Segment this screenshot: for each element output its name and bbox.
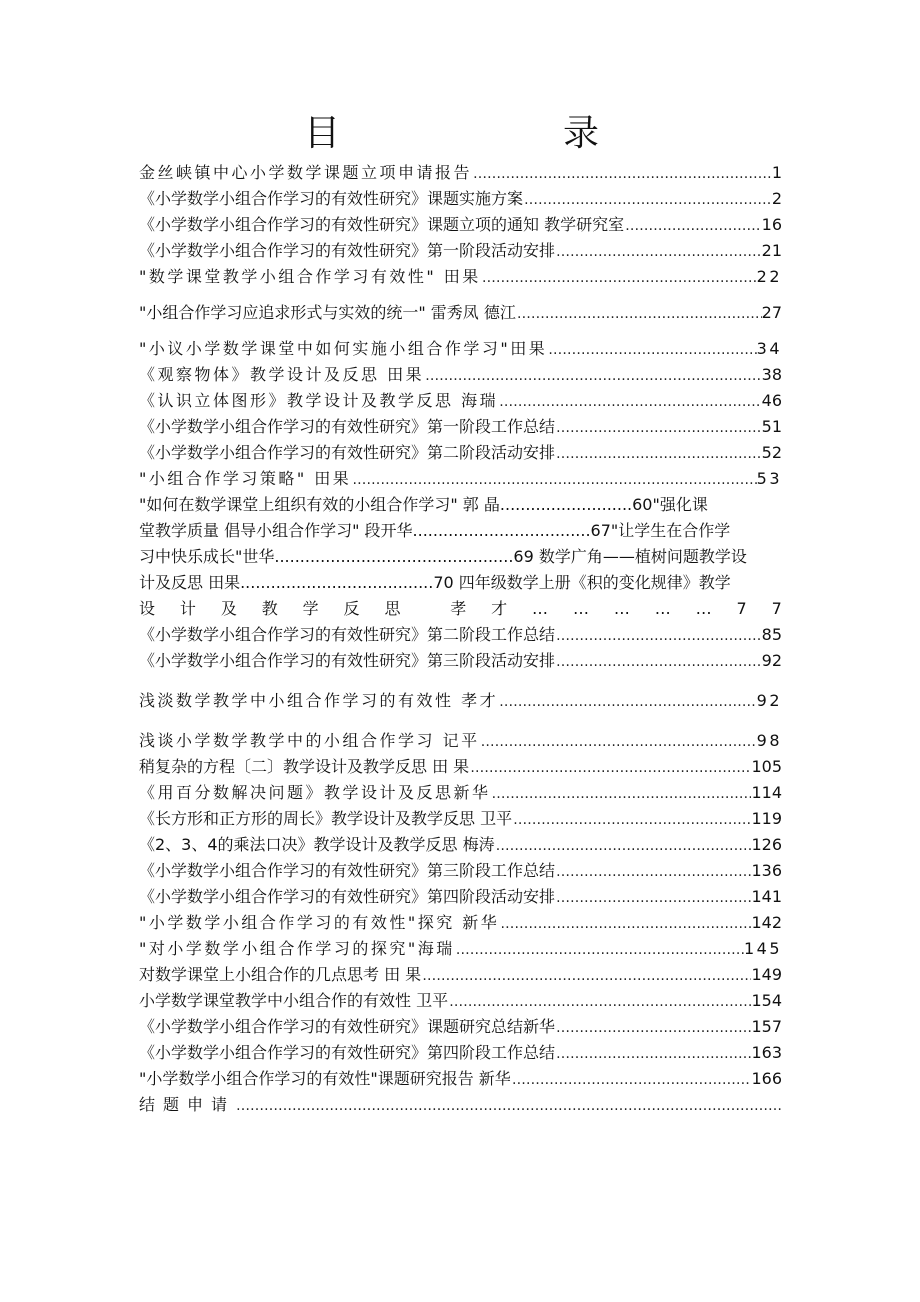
- toc-entry[interactable]: 《小学数学小组合作学习的有效性研究》课题研究总结新华 ………………………………………………………………………………………………………………………………………… 157: [139, 1014, 782, 1040]
- title-char-2: 录: [563, 113, 600, 154]
- toc-entry[interactable]: 浅谈小学数学教学中的小组合作学习 记平 ………………………………………………………………………………………………………………………………………… 98: [139, 728, 782, 754]
- toc-entry[interactable]: "小组合作学习应追求形式与实效的统一" 雷秀凤 德江 ………………………………………………………………………………………………………………………………………… 27: [139, 300, 782, 326]
- toc-wrapped-line-justified[interactable]: 设 计 及 教 学 反 思 孝 才 … … … … … 7 7: [139, 599, 782, 618]
- toc-wrapped-line[interactable]: 堂教学质量 倡导小组合作学习" 段开华...................................67"让学生在合作学: [139, 521, 731, 540]
- toc-entry[interactable]: 小学数学课堂教学中小组合作的有效性 卫平 ………………………………………………………………………………………………………………………………………… 154: [139, 988, 782, 1014]
- title-char-1: 目: [304, 113, 341, 154]
- toc-title: [0, 112, 920, 162]
- toc-entry[interactable]: 《用百分数解决问题》教学设计及反思新华 ………………………………………………………………………………………………………………………………………… 114: [139, 780, 782, 806]
- toc-entry[interactable]: 《小学数学小组合作学习的有效性研究》第二阶段工作总结 ………………………………………………………………………………………………………………………………………… 85: [139, 622, 782, 648]
- toc-entry[interactable]: 结题申请 …………………………………………………………………………………………………………………………………………: [139, 1092, 782, 1118]
- toc-entry[interactable]: 对数学课堂上小组合作的几点思考 田 果 ………………………………………………………………………………………………………………………………………… 149: [139, 962, 782, 988]
- toc-entry[interactable]: 《小学数学小组合作学习的有效性研究》第三阶段活动安排 ………………………………………………………………………………………………………………………………………… 92: [139, 648, 782, 674]
- toc-entry[interactable]: 《小学数学小组合作学习的有效性研究》第四阶段工作总结 ………………………………………………………………………………………………………………………………………… 163: [139, 1040, 782, 1066]
- toc-entry[interactable]: 《小学数学小组合作学习的有效性研究》第一阶段工作总结 ………………………………………………………………………………………………………………………………………… 51: [139, 414, 782, 440]
- toc-entry[interactable]: 稍复杂的方程〔二〕教学设计及教学反思 田 果 ………………………………………………………………………………………………………………………………………… 105: [139, 754, 782, 780]
- toc-wrapped-line[interactable]: "如何在数学课堂上组织有效的小组合作学习" 郭 晶..........................60"强化课: [139, 495, 708, 514]
- toc-entry[interactable]: "小学数学小组合作学习的有效性"课题研究报告 新华 ………………………………………………………………………………………………………………………………………… 166: [139, 1066, 782, 1092]
- toc-entry[interactable]: 《小学数学小组合作学习的有效性研究》第三阶段工作总结 ………………………………………………………………………………………………………………………………………… 136: [139, 858, 782, 884]
- toc-entry[interactable]: 金丝峡镇中心小学数学课题立项申请报告 ………………………………………………………………………………………………………………………………………… 1: [139, 160, 782, 186]
- toc-entry[interactable]: 《2、3、4的乘法口决》教学设计及教学反思 梅涛 ………………………………………………………………………………………………………………………………………… 126: [139, 832, 782, 858]
- toc-entry[interactable]: "小学数学小组合作学习的有效性"探究 新华 ………………………………………………………………………………………………………………………………………… 142: [139, 910, 782, 936]
- toc-entry[interactable]: 《长方形和正方形的周长》教学设计及教学反思 卫平 ………………………………………………………………………………………………………………………………………… 119: [139, 806, 782, 832]
- toc-entry[interactable]: "数学课堂教学小组合作学习有效性" 田果 ………………………………………………………………………………………………………………………………………… 22: [139, 264, 782, 290]
- toc-entry[interactable]: 《小学数学小组合作学习的有效性研究》第四阶段活动安排 ………………………………………………………………………………………………………………………………………… 141: [139, 884, 782, 910]
- toc-entry[interactable]: "小议小学数学课堂中如何实施小组合作学习"田果 ………………………………………………………………………………………………………………………………………… 34: [139, 336, 782, 362]
- toc-entry[interactable]: 浅淡数学教学中小组合作学习的有效性 孝才 ………………………………………………………………………………………………………………………………………… 92: [139, 688, 782, 714]
- toc-entry[interactable]: 《观察物体》教学设计及反思 田果 ………………………………………………………………………………………………………………………………………… 38: [139, 362, 782, 388]
- toc-entry[interactable]: "小组合作学习策略" 田果 ………………………………………………………………………………………………………………………………………… 53: [139, 466, 782, 492]
- toc-entry[interactable]: "对小学数学小组合作学习的探究"海瑞 ………………………………………………………………………………………………………………………………………… 145: [139, 936, 782, 962]
- toc-entry[interactable]: 《小学数学小组合作学习的有效性研究》课题实施方案 ………………………………………………………………………………………………………………………………………… 2: [139, 186, 782, 212]
- toc-entry[interactable]: 《小学数学小组合作学习的有效性研究》第二阶段活动安排 ………………………………………………………………………………………………………………………………………… 52: [139, 440, 782, 466]
- toc-entry[interactable]: 《小学数学小组合作学习的有效性研究》课题立项的通知 教学研究室 ………………………………………………………………………………………………………………………………………… 16: [139, 212, 782, 238]
- toc-entry[interactable]: 《认识立体图形》教学设计及教学反思 海瑞 ………………………………………………………………………………………………………………………………………… 46: [139, 388, 782, 414]
- toc-entry[interactable]: 《小学数学小组合作学习的有效性研究》第一阶段活动安排 ………………………………………………………………………………………………………………………………………… 21: [139, 238, 782, 264]
- toc-wrapped-line[interactable]: 习中快乐成长"世华...............................................69 数学广角——植树问题教学设: [139, 547, 747, 566]
- toc-wrapped-line[interactable]: 计及反思 田果......................................70 四年级数学上册《积的变化规律》教学: [139, 573, 731, 592]
- table-of-contents: [139, 160, 782, 1118]
